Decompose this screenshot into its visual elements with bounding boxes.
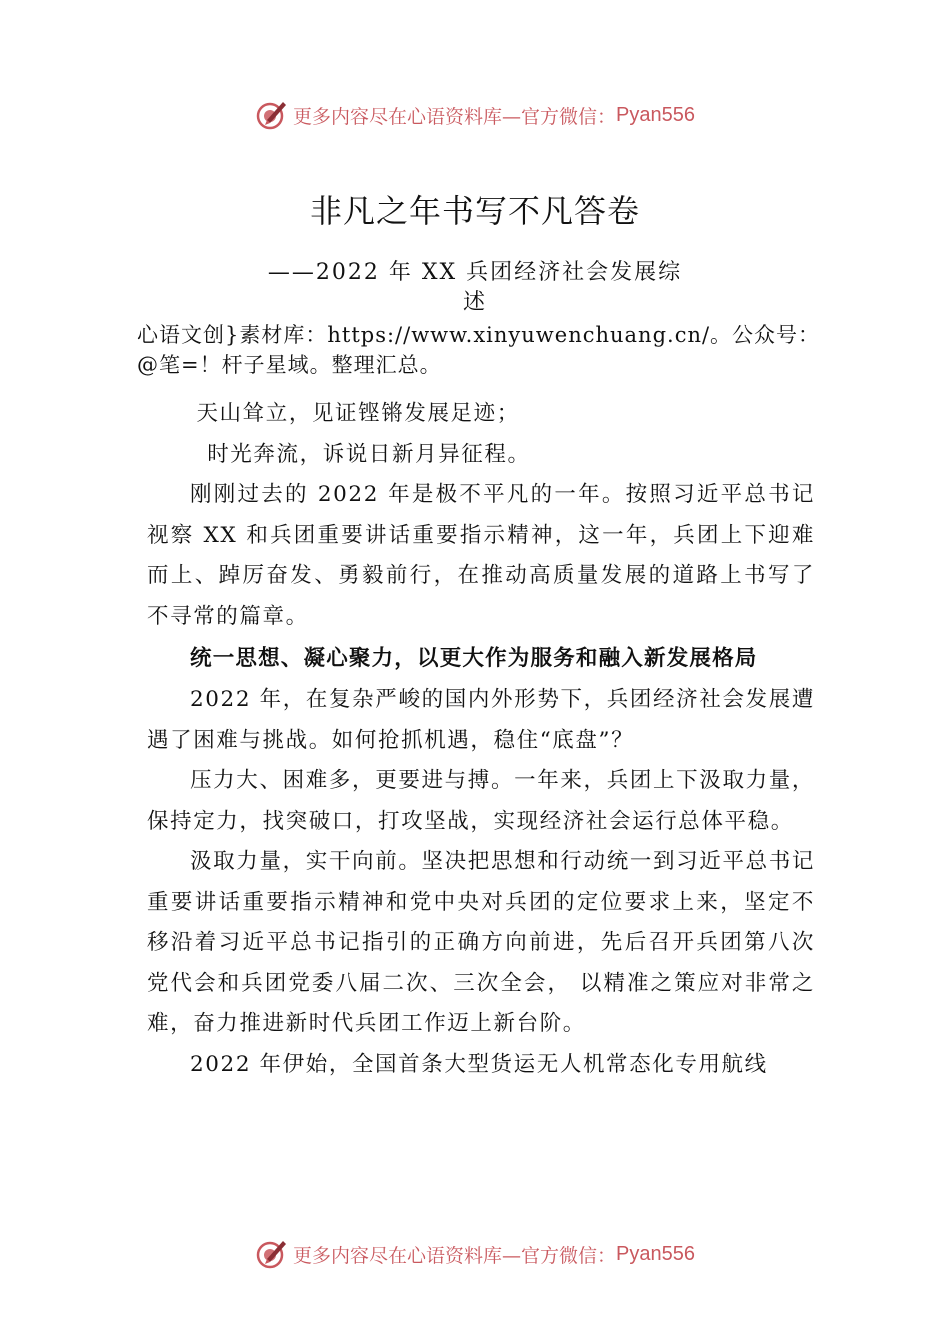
body-paragraph: 汲取力量，实干向前。坚决把思想和行动统一到习近平总书记重要讲话重要指示精神和党中央对兵团的定位要求上来，坚定不移沿着习近平总书记指引的正确方向前进，先后召开兵团第八次党代会和兵团党委八届二次、三次全会， 以精准之策应对非常之难，奋力推进新时代兵团工作迈上新台阶。: [147, 849, 815, 1036]
pen-nib-logo-icon: [255, 98, 289, 132]
section-heading: 统一思想、凝心聚力，以更大作为服务和融入新发展格局: [190, 646, 758, 671]
body-paragraph: 2022 年，在复杂严峻的国内外形势下，兵团经济社会发展遭遇了困难与挑战。如何抢抓机遇，稳住“底盘”？: [147, 687, 815, 753]
watermark-text: 更多内容尽在心语资料库—官方微信：: [293, 1244, 617, 1267]
document-title: 非凡之年书写不凡答卷: [309, 192, 640, 230]
document-subtitle: [0, 258, 950, 318]
pen-nib-logo-icon: [255, 1237, 289, 1271]
body-paragraph: 压力大、困难多，更要进与搏。一年来，兵团上下汲取力量，保持定力，找突破口，打攻坚战，实现经济社会运行总体平稳。: [147, 768, 815, 834]
subtitle-line-2: 述: [462, 290, 487, 315]
source-note: 心语文创}素材库：https://www.xinyuwenchuang.cn/。公众号：@笔=！杆子星域。整理汇总。: [137, 323, 821, 377]
header-watermark: [0, 95, 950, 135]
watermark-wechat-id: Pyan556: [616, 103, 695, 126]
poem-line: 时光奔流，诉说日新月异征程。: [207, 441, 531, 467]
watermark-wechat-id: Pyan556: [616, 1242, 695, 1265]
footer-watermark: [0, 1234, 950, 1274]
body-paragraph: 2022 年伊始，全国首条大型货运无人机常态化专用航线: [190, 1051, 768, 1077]
document-body: [147, 394, 815, 1085]
subtitle-line-1: ——2022 年 XX 兵团经济社会发展综: [267, 260, 683, 285]
poem-line: 天山耸立，见证铿锵发展足迹；: [196, 401, 520, 426]
body-paragraph: 刚刚过去的 2022 年是极不平凡的一年。按照习近平总书记视察 XX 和兵团重要讲话重要指示精神，这一年，兵团上下迎难而上、踔厉奋发、勇毅前行，在推动高质量发展的道路上书写了不寻常的篇章。: [147, 482, 815, 629]
watermark-text: 更多内容尽在心语资料库—官方微信：: [293, 105, 617, 128]
